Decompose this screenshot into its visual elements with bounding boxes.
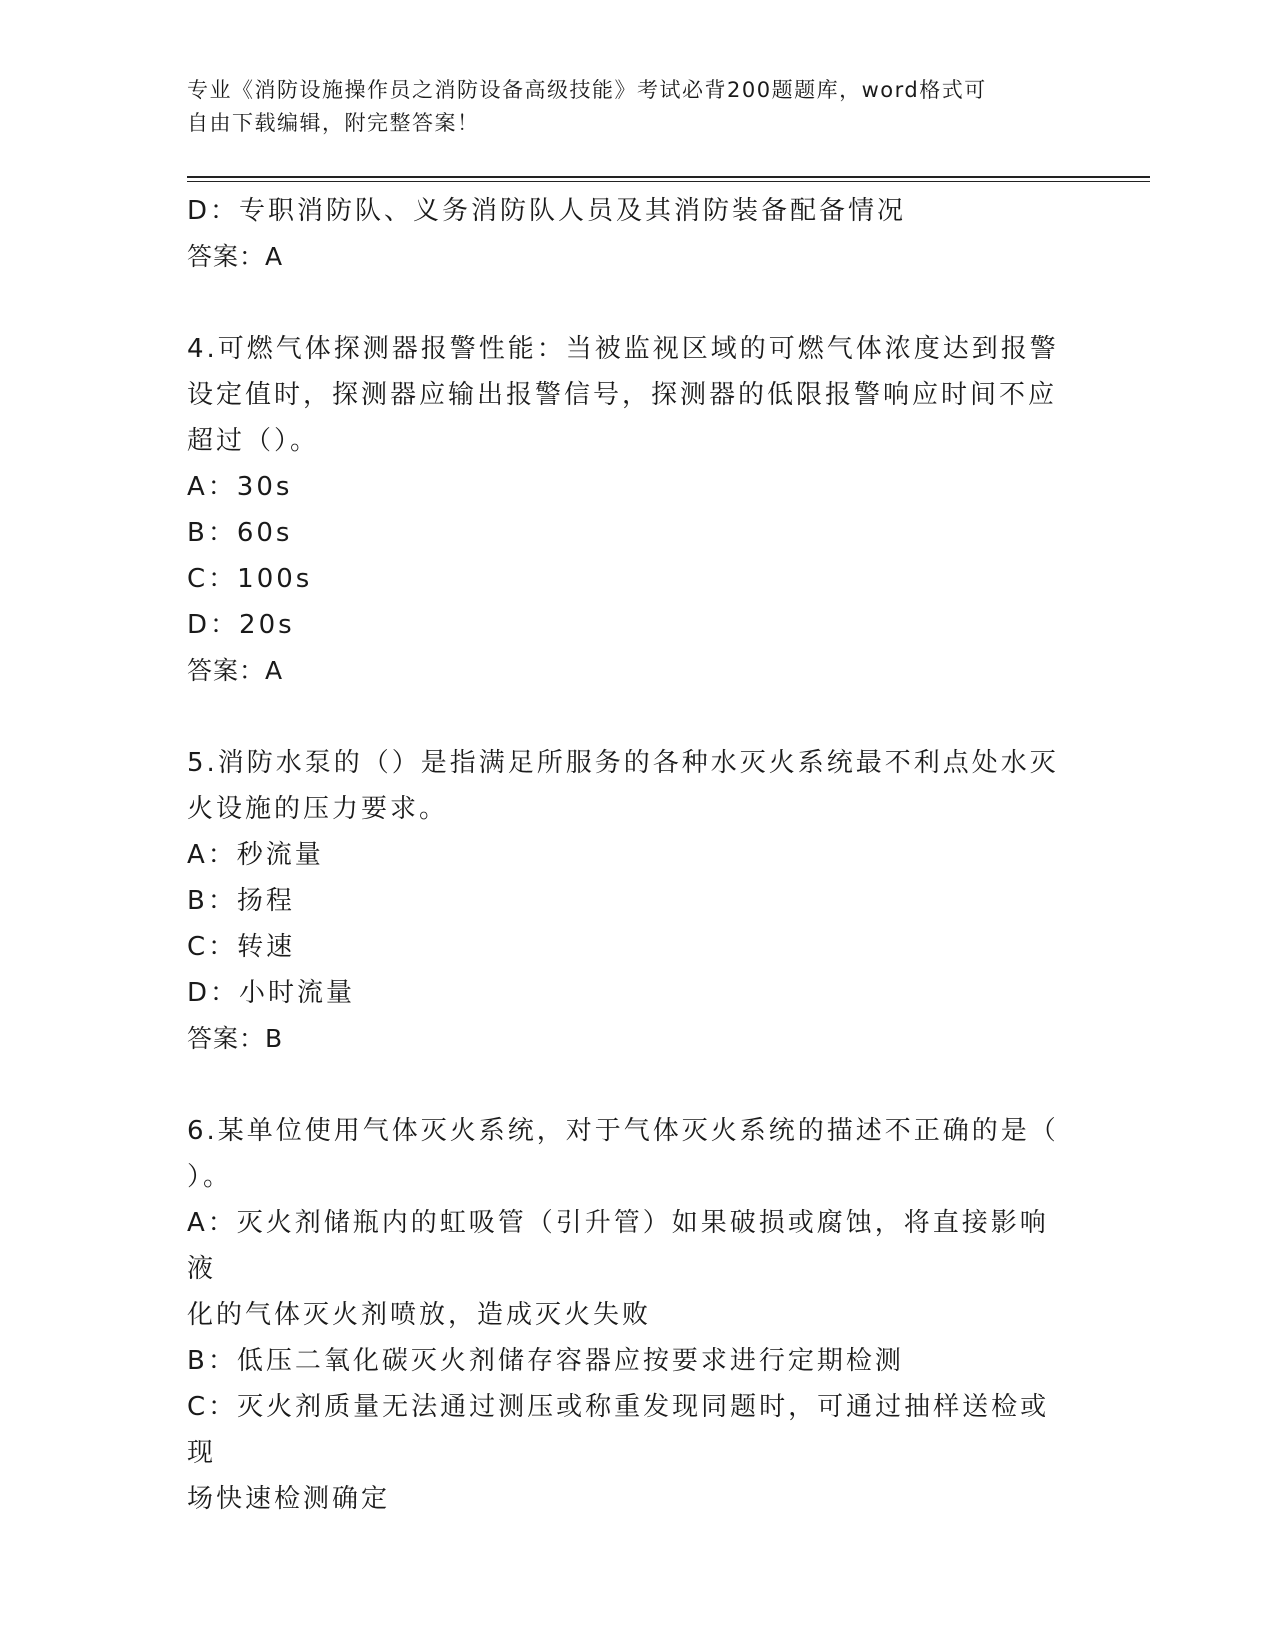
spacer <box>187 1062 1077 1108</box>
option-b: B：60s <box>187 518 293 548</box>
option-c: C：100s <box>187 564 313 594</box>
option-a-continued: 化的气体灭火剂喷放，造成灭火失败 <box>187 1300 652 1330</box>
question-stem: 6.某单位使用气体灭火系统，对于气体灭火系统的描述不正确的是（ <box>187 1116 1059 1146</box>
header-title-line-2: 自由下载编辑，附完整答案！ <box>187 111 480 135</box>
option-a: A：30s <box>187 472 293 502</box>
question-6 <box>187 1108 1077 1522</box>
option-d: D：小时流量 <box>187 978 356 1008</box>
question-stem: 设定值时，探测器应输出报警信号，探测器的低限报警响应时间不应 <box>187 380 1058 410</box>
answer-line: 答案：A <box>187 656 284 685</box>
spacer <box>187 694 1077 740</box>
question-stem: ）。 <box>187 1162 233 1192</box>
previous-question-tail <box>187 188 1077 280</box>
question-4 <box>187 326 1077 694</box>
option-b: B：低压二氧化碳灭火剂储存容器应按要求进行定期检测 <box>187 1346 904 1376</box>
header-divider-thick <box>187 176 1150 178</box>
option-d: D：专职消防队、义务消防队人员及其消防装备配备情况 <box>187 196 907 226</box>
answer-line: 答案：B <box>187 1024 284 1053</box>
option-a: A：秒流量 <box>187 840 324 870</box>
question-stem: 火设施的压力要求。 <box>187 794 449 824</box>
option-a: A：灭火剂储瓶内的虹吸管（引升管）如果破损或腐蚀，将直接影响液 <box>187 1208 1049 1284</box>
spacer <box>187 280 1077 326</box>
option-d: D：20s <box>187 610 295 640</box>
answer-line: 答案：A <box>187 242 284 271</box>
question-stem: 5.消防水泵的（）是指满足所服务的各种水灭火系统最不利点处水灭 <box>187 748 1059 778</box>
option-b: B：扬程 <box>187 886 295 916</box>
question-5 <box>187 740 1077 1062</box>
question-stem: 4.可燃气体探测器报警性能：当被监视区域的可燃气体浓度达到报警 <box>187 334 1059 364</box>
document-body <box>187 188 1077 1522</box>
header-divider-thin <box>187 181 1150 182</box>
option-c: C：灭火剂质量无法通过测压或称重发现同题时，可通过抽样送检或现 <box>187 1392 1050 1468</box>
option-c-continued: 场快速检测确定 <box>187 1484 391 1514</box>
header-title-line-1: 专业《消防设施操作员之消防设备高级技能》考试必背200题题库，word格式可 <box>187 78 987 102</box>
question-stem: 超过（）。 <box>187 426 320 456</box>
document-header <box>187 74 1067 140</box>
option-c: C：转速 <box>187 932 296 962</box>
